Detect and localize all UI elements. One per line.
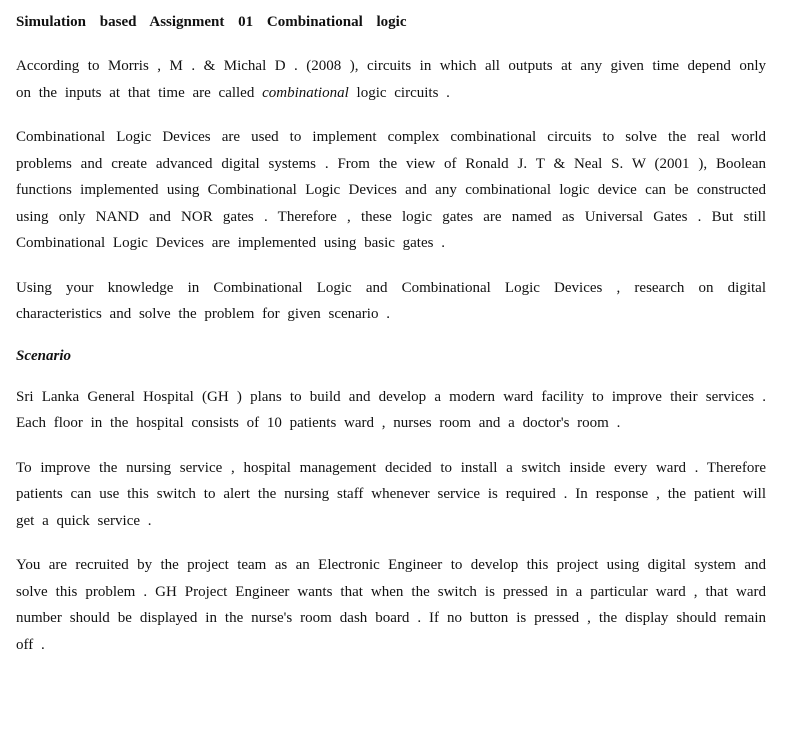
paragraph-definition-text: According to Morris , M . & Michal D . (2008 ), circuits in which all outputs at any given time depend only on the inputs at that time are called <box>16 58 766 101</box>
paragraph-logic-devices: Combinational Logic Devices are used to implement complex combinational circuits to solve the real world problems and create advanced digital systems . From the view of Ronald J. T & Neal S. W (2001 ), Boolean functions implemented using Combinational Logic Devices and any combinational logic device can be constructed using only NAND and NOR gates . Therefore , these logic gates are named as Universal Gates . But still Combinational Logic Devices are implemented using basic gates . <box>16 129 766 251</box>
document-title: Simulation based Assignment 01 Combinational logic <box>16 14 407 30</box>
paragraph-definition-end: logic circuits . <box>348 84 450 101</box>
italic-term: combinational <box>262 84 349 101</box>
paragraph-nursing-service: To improve the nursing service , hospital management decided to install a switch inside every ward . Therefore patients can use this switch to alert the nursing staff whenever service is required . In response , the patient will get a quick service . <box>16 459 766 529</box>
scenario-heading: Scenario <box>16 347 72 364</box>
paragraph-project: You are recruited by the project team as an Electronic Engineer to develop this project using digital system and solve this problem . GH Project Engineer wants that when the switch is pressed in a particular ward , that ward number should be displayed in the nurse's room dash board . If no button is pressed , the display should remain off . <box>16 557 766 653</box>
paragraph-definition <box>16 53 766 106</box>
paragraph-task: Using your knowledge in Combinational Logic and Combinational Logic Devices , research on digital characteristics and solve the problem for given scenario . <box>16 279 766 322</box>
paragraph-hospital: Sri Lanka General Hospital (GH ) plans to build and develop a modern ward facility to improve their services . Each floor in the hospital consists of 10 patients ward , nurses room and a doctor's room . <box>16 388 766 431</box>
